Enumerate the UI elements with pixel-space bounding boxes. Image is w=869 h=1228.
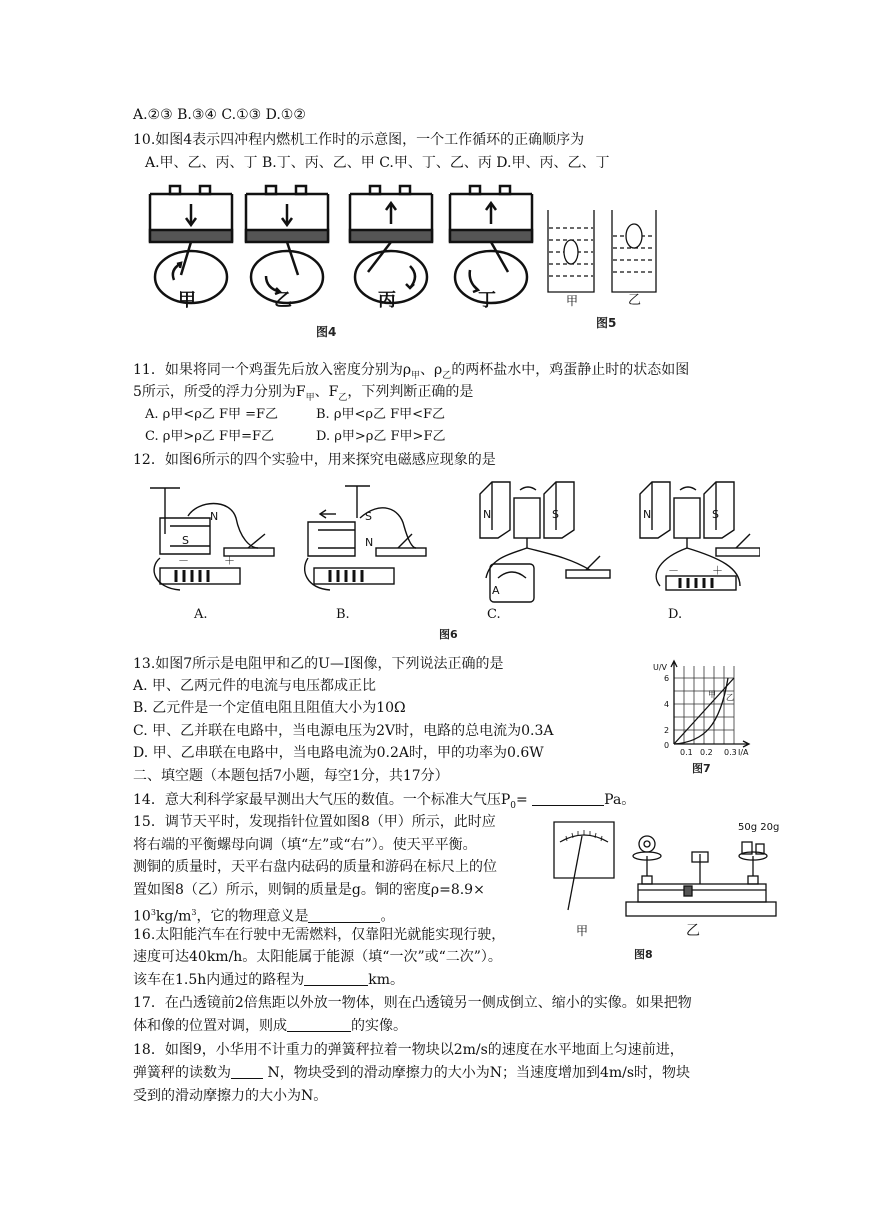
q15-line5: $10^3kg/m^3$，它的物理意义是 。 — [133, 908, 395, 925]
fig4-label-bing: 丙 — [378, 290, 396, 311]
figure-5-beakers — [540, 206, 670, 301]
fig6-caption: 图6 — [439, 628, 458, 641]
q11-option-a: A. ρ甲<ρ乙 F甲 =F乙 — [145, 407, 279, 422]
fig7-ytick-6: 6 — [664, 674, 670, 683]
fig7-ytick-0: 0 — [664, 741, 670, 750]
svg-text:S: S — [552, 508, 559, 521]
cylinder-bing — [350, 186, 432, 303]
q18-blank — [231, 1064, 263, 1079]
svg-text:－: － — [668, 564, 679, 577]
figure-7-ui-graph — [648, 656, 766, 774]
fig7-ytick-4: 4 — [664, 700, 670, 709]
q16-line3: 该车在1.5h内通过的路程为 km。 — [133, 972, 405, 988]
svg-text:＋: ＋ — [224, 554, 235, 567]
series-yi-curve — [674, 678, 728, 744]
fig7-xtick-01: 0.1 — [680, 748, 693, 757]
q17-line1: 17．在凸透镜前2倍焦距以外放一物体，则在凸透镜另一侧成倒立、缩小的实像。如果把物 — [133, 995, 692, 1011]
svg-text:A: A — [492, 584, 500, 597]
svg-text:－: － — [178, 554, 189, 567]
q18-line1: 18．如图9，小华用不计重力的弹簧秤拉着一物块以2m/s的速度在水平地面上匀速前进， — [133, 1042, 684, 1058]
fig6-label-d: D. — [668, 607, 683, 622]
svg-text:N: N — [365, 536, 374, 549]
fig7-ytick-2: 2 — [664, 726, 670, 735]
fig7-xtick-03: 0.3 — [724, 748, 737, 757]
q15-line2: 将右端的平衡螺母向调（填“左”或“右”）。使天平平衡。 — [133, 837, 477, 853]
fig8-caption: 图8 — [634, 948, 653, 961]
fig7-xlabel: I/A — [738, 748, 749, 757]
fig6-label-a: A. — [194, 607, 208, 622]
fig6-label-b: B. — [336, 607, 350, 622]
svg-text:S: S — [182, 534, 189, 547]
q16-blank — [304, 971, 368, 986]
svg-text:N: N — [643, 508, 652, 521]
q17-line2: 体和像的位置对调，则成 的实像。 — [133, 1018, 407, 1034]
figure-8-balance — [546, 816, 786, 931]
q18-line2: 弹簧秤的读数为 N，物块受到的滑动摩擦力的大小为N；当速度增加到4m/s时，物块 — [133, 1065, 691, 1081]
q14-blank — [532, 791, 604, 806]
fig7-ylabel: U/V — [653, 663, 668, 672]
svg-text:N: N — [210, 510, 219, 523]
q13-option-d: D. 甲、乙串联在电路中，当电路电流为0.2A时，甲的功率为0.6W — [133, 745, 544, 761]
cylinder-ding — [450, 186, 532, 303]
q16-line1: 16.太阳能汽车在行驶中无需燃料，仅靠阳光就能实现行驶， — [133, 927, 506, 943]
fig7-series-jia: 甲 — [708, 690, 716, 699]
fig4-caption: 图4 — [316, 325, 337, 339]
fig8-weights: 50g 20g — [738, 822, 780, 833]
figure-6-experiments — [140, 478, 760, 613]
fig8-label-jia: 甲 — [576, 924, 589, 938]
fig8-label-yi: 乙 — [686, 923, 700, 939]
fig7-xtick-02: 0.2 — [700, 748, 713, 757]
fig7-caption: 图7 — [692, 762, 711, 775]
svg-text:S: S — [365, 510, 372, 523]
fig5-label-jia: 甲 — [566, 294, 579, 308]
q12-stem: 12．如图6所示的四个实验中，用来探究电磁感应现象的是 — [133, 452, 496, 468]
q11-option-c: C. ρ甲>ρ乙 F甲=F乙 — [145, 429, 274, 444]
svg-text:S: S — [712, 508, 719, 521]
fig6-apparatus-a — [150, 488, 274, 590]
q15-line3: 测铜的质量时，天平右盘内砝码的质量和游码在标尺上的位 — [133, 859, 497, 875]
fig6-label-c: C. — [487, 607, 501, 622]
cylinder-jia — [150, 186, 232, 303]
q11-line2: 5所示，所受的浮力分别为$F_甲$、$F_乙$，下列判断正确的是 — [133, 384, 474, 403]
q15-line1: 15．调节天平时，发现指针位置如图8（甲）所示，此时应 — [133, 814, 496, 830]
fig4-label-ding: 丁 — [478, 290, 496, 311]
q13-option-c: C. 甲、乙并联在电路中，当电源电压为2V时，电路的总电流为0.3A — [133, 723, 554, 739]
q10-stem: 10.如图4表示四冲程内燃机工作时的示意图，一个工作循环的正确顺序为 — [133, 132, 585, 148]
q16-line2: 速度可达40km/h。太阳能属于能源（填“一次”或“二次”）。 — [133, 949, 502, 965]
q11-option-d: D. ρ甲>ρ乙 F甲>F乙 — [316, 429, 446, 444]
q11-option-b: B. ρ甲<ρ乙 F甲<F乙 — [316, 407, 446, 422]
q14-text: 14．意大利科学家最早测出大气压的数值。一个标准大气压$P_0= Pa$。 — [133, 792, 636, 811]
svg-text:N: N — [483, 508, 492, 521]
fig7-series-yi: 乙 — [726, 693, 734, 702]
fig5-caption: 图5 — [596, 316, 617, 330]
svg-text:＋: ＋ — [712, 564, 723, 577]
figure-4-engine-strokes — [140, 180, 540, 340]
q10-options: A.甲、乙、丙、丁 B.丁、丙、乙、甲 C.甲、丁、乙、丙 D.甲、丙、乙、丁 — [145, 155, 610, 171]
q17-blank — [287, 1017, 351, 1032]
q13-option-a: A. 甲、乙两元件的电流与电压都成正比 — [133, 678, 377, 694]
q18-line3: 受到的滑动摩擦力的大小为N。 — [133, 1088, 328, 1104]
section-2-title: 二、填空题（本题包括7小题，每空1分，共17分） — [133, 768, 449, 784]
fig4-label-jia: 甲 — [178, 290, 196, 311]
fig6-apparatus-d — [640, 482, 760, 590]
q9-options: A.②③ B.③④ C.①③ D.①② — [133, 107, 306, 123]
q13-stem: 13.如图7所示是电阻甲和乙的U—I图像，下列说法正确的是 — [133, 656, 504, 672]
q15-line4: 置如图8（乙）所示，则铜的质量是g。铜的密度ρ=8.9× — [133, 882, 485, 898]
fig5-label-yi: 乙 — [628, 293, 642, 308]
q15-blank — [308, 908, 380, 923]
cylinder-yi — [246, 186, 328, 303]
fig4-label-yi: 乙 — [274, 290, 292, 311]
q11-line1: 11．如果将同一个鸡蛋先后放入密度分别为$\rho_甲$、$\rho_乙$的两杯盐水中，鸡蛋静止时的状态如图 — [133, 362, 690, 381]
q13-option-b: B. 乙元件是一个定值电阻且阻值大小为10Ω — [133, 700, 406, 716]
